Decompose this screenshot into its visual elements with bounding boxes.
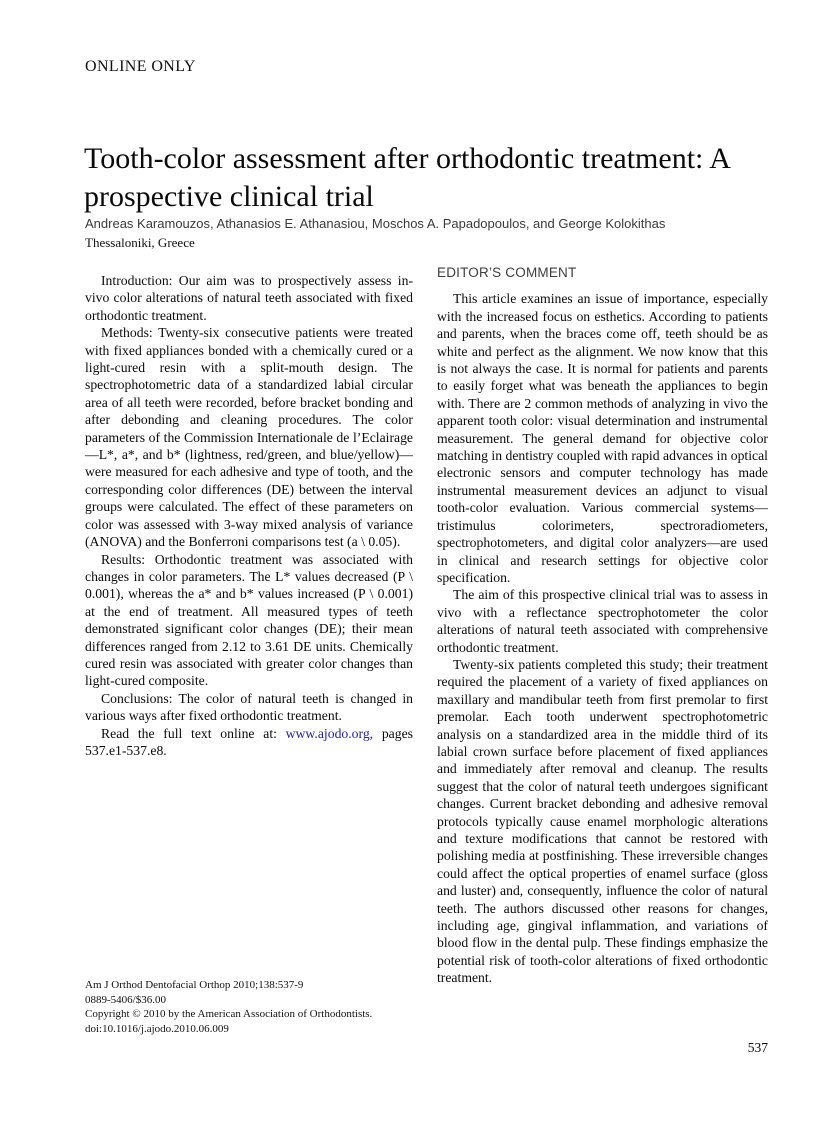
abstract-paragraph-introduction: Introduction: Our aim was to prospectively assess in-vivo color alterations of natural teeth associated with fixed orthodontic treatment.: [85, 273, 413, 323]
read-online-prefix: Read the full text online at:: [101, 725, 286, 741]
issn-price: 0889-5406/$36.00: [85, 993, 166, 1006]
affiliation-line: Thessaloniki, Greece: [85, 235, 195, 250]
doi-line: doi:10.1016/j.ajodo.2010.06.009: [85, 1022, 229, 1035]
abstract-paragraph-results: Results: Orthodontic treatment was associated with changes in color parameters. The L* values decreased (P \ 0.001), whereas the a* and b* values increased (P \ 0.001) at the end of treatment. All measured types of teeth demonstrated significant color changes (DE); their mean differences ranged from 2.12 to 3.61 DE units. Chemically cured resin was associated with greater color changes than light-cured composite.: [85, 551, 413, 689]
editor-comment-heading: EDITOR’S COMMENT: [437, 265, 577, 280]
editor-paragraph-3: Twenty-six patients completed this study; their treatment required the placement of a variety of fixed appliances on maxillary and mandibular teeth from first premolar to first premolar. Each tooth underwent spectrophotometric analysis on a standardized area in the middle third of its labial crown surface before placement of fixed appliances and immediately after removal and cleanup. The results suggest that the color of natural teeth undergoes significant changes. Current bracket debonding and adhesive removal protocols typically cause enamel morphologic alterations and texture modifications that cannot be restored with polishing media at postfinishing. These irreversible changes could affect the optical properties of enamel surface (gloss and luster) and, consequently, influence the color of natural teeth. The authors discussed other reasons for changes, including age, gingival inflammation, and variations of blood flow in the dental pulp. These findings emphasize the potential risk of tooth-color alterations of fixed orthodontic treatment.: [437, 656, 768, 986]
read-online-paragraph: [85, 725, 413, 760]
read-online-suffix: pages 537.e1-537.e8.: [85, 725, 413, 758]
abstract-paragraph-methods: Methods: Twenty-six consecutive patients were treated with fixed appliances bonded with a chemically cured or a light-cured resin with a split-mouth design. The spectrophotometric data of a standardized labial circular area of all teeth were recorded, before bracket bonding and after debonding and cleaning procedures. The color parameters of the Commission Internationale de l’Eclairage—L*, a*, and b* (lightness, red/green, and blue/yellow)—were measured for each adhesive and type of tooth, and the corresponding color differences (DE) between the interval groups were calculated. The effect of these parameters on color was assessed with 3-way mixed analysis of variance (ANOVA) and the Bonferroni comparisons test (a \ 0.05).: [85, 325, 413, 550]
page-number: 537: [747, 1040, 768, 1055]
authors-line: Andreas Karamouzos, Athanasios E. Athanasiou, Moschos A. Papadopoulos, and George Kolokithas: [85, 216, 666, 231]
abstract-paragraph-conclusions: Conclusions: The color of natural teeth is changed in various ways after fixed orthodontic treatment.: [85, 690, 413, 724]
online-only-label: ONLINE ONLY: [85, 58, 196, 75]
abstract-column: [85, 272, 413, 759]
editor-comment-column: [437, 264, 768, 987]
journal-citation: Am J Orthod Dentofacial Orthop 2010;138:537-9: [85, 979, 304, 991]
editor-paragraph-2: The aim of this prospective clinical trial was to assess in vivo with a reflectance spectrophotometer the color alterations of natural teeth associated with comprehensive orthodontic treatment.: [437, 587, 768, 655]
article-title: Tooth-color assessment after orthodontic treatment: A prospective clinical trial: [84, 142, 730, 214]
article-footer: [85, 978, 430, 1036]
editor-paragraph-1: This article examines an issue of importance, especially with the increased focus on esthetics. According to patients and parents, when the braces come off, teeth should be as white and perfect as the alignment. We now know that this is not always the case. It is normal for patients and parents to easily forget what was beneath the appliances to begin with. There are 2 common methods of analyzing in vivo the apparent tooth color: visual determination and instrumental measurement. The general demand for objective color matching in dentistry coupled with rapid advances in optical electronic sensors and computer technology has made instrumental measurement devices an adjunct to visual tooth-color evaluation. Various commercial systems—tristimulus colorimeters, spectroradiometers, spectrophotometers, and digital color analyzers—are used in clinical and research settings for objective color specification.: [437, 291, 768, 585]
ajodo-link[interactable]: www.ajodo.org,: [285, 725, 374, 741]
copyright-line: Copyright © 2010 by the American Association of Orthodontists.: [85, 1008, 373, 1021]
